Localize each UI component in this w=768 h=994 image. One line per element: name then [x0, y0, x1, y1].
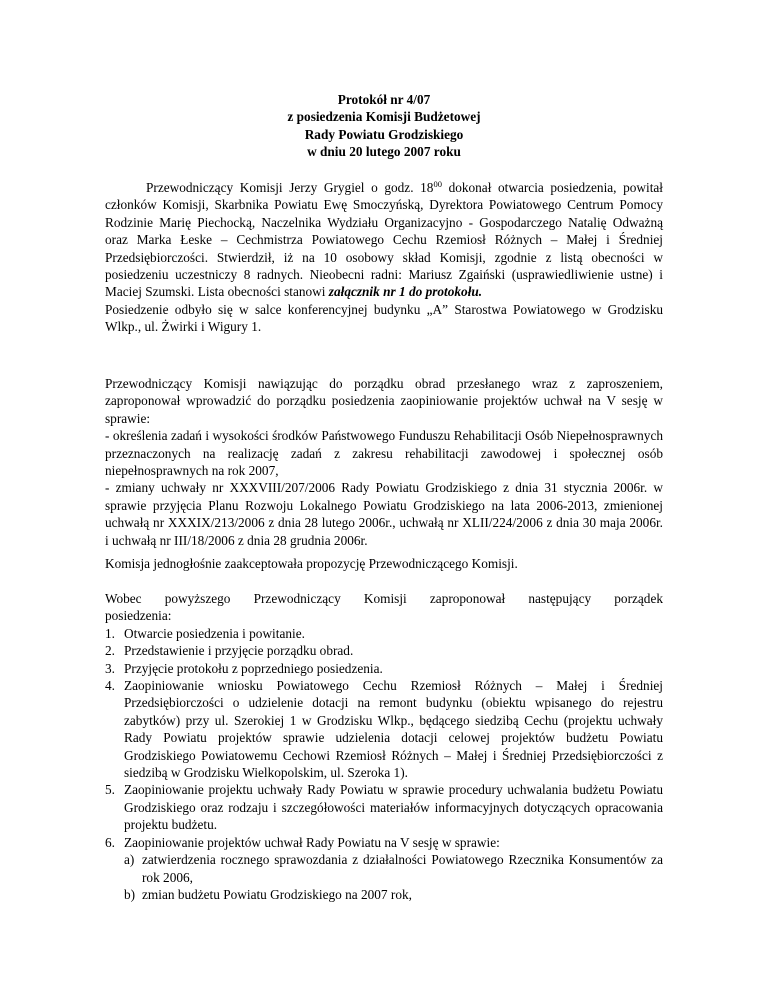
agenda-item	[105, 677, 663, 781]
title-line-1: Protokół nr 4/07	[337, 92, 431, 107]
agenda-item-text: Przedstawienie i przyjęcie porządku obrad.	[124, 643, 354, 659]
agenda-subitem-letter: b)	[124, 886, 136, 902]
agenda-sublist	[124, 851, 663, 903]
title-line-2: z posiedzenia Komisji Budżetowej	[287, 109, 481, 125]
agenda-item-number: 3.	[105, 660, 115, 676]
opening-text-start: Przewodniczący Komisji Jerzy Grygiel o godz. 18	[146, 180, 434, 195]
title-line-4: w dniu 20 lutego 2007 roku	[307, 144, 461, 160]
document-title	[0, 91, 768, 161]
agenda-item-text: Przyjęcie protokołu z poprzedniego posiedzenia.	[124, 660, 383, 676]
title-line-3: Rady Powiatu Grodziskiego	[304, 126, 464, 142]
acceptance-section	[105, 555, 663, 572]
agenda-change-item-1: - określenia zadań i wysokości środków Państwowego Funduszu Rehabilitacji Osób Niepełnosprawnych przeznaczonych na realizację zadań z zakresu rehabilitacji zawodowej i społecznej osób niepełnosprawnych na rok 2007,	[105, 428, 663, 479]
agenda-intro-line-2: posiedzenia:	[105, 608, 172, 624]
agenda-item	[105, 781, 663, 833]
opening-paragraph	[105, 179, 663, 301]
agenda-subitem-text: zmian budżetu Powiatu Grodziskiego na 2007 rok,	[142, 886, 412, 902]
agenda-item-number: 5.	[105, 782, 115, 798]
attachment-reference: załącznik nr 1 do protokołu.	[328, 284, 483, 300]
agenda-item-number: 2.	[105, 643, 115, 659]
agenda-item-text: Zaopiniowanie projektów uchwał Rady Powiatu na V sesję w sprawie:	[124, 834, 500, 850]
agenda-item-text: Otwarcie posiedzenia i powitanie.	[124, 625, 305, 641]
agenda-item-text: Zaopiniowanie wniosku Powiatowego Cechu Rzemiosł Różnych – Małej i Średniej Przedsiębiorczości o udzielenie dotacji na remont budynku (obiektu wpisanego do rejestru zabytków) przy ul. Szerokiej 1 w Grodzisku Wlkp., będącego siedzibą Cechu (projektu uchwały Rady Powiatu projektów sprawie udzielenia dotacji celowej projektów budżetu Powiatu Grodziskiego Powiatowemu Cechowi Rzemiosł Różnych – Małej i Średniej Przedsiębiorczości z siedzibą w Grodzisku Wielkopolskim, ul. Szeroka 1).	[124, 678, 663, 781]
agenda-item	[105, 625, 663, 642]
agenda-change-intro: Przewodniczący Komisji nawiązując do porządku obrad przesłanego wraz z zaproszeniem, zaproponował wprowadzić do porządku posiedzenia zaopiniowanie projektów uchwał na V sesję w sprawie:	[105, 376, 663, 426]
agenda-subitem	[124, 851, 663, 886]
agenda-intro-line-1: Wobec powyższego Przewodniczący Komisji zaproponował następujący porządek	[105, 591, 663, 606]
agenda-item	[105, 642, 663, 659]
agenda-list	[105, 625, 663, 851]
agenda-subitem-text: zatwierdzenia rocznego sprawozdania z działalności Powiatowego Rzecznika Konsumentów za rok 2006,	[142, 852, 663, 885]
time-superscript: 00	[433, 179, 442, 189]
agenda-item-text: Zaopiniowanie projektu uchwały Rady Powiatu w sprawie procedury uchwalania budżetu Powiatu Grodziskiego oraz rodzaju i szczegółowości materiałów informacyjnych dotyczących opracowania projektu budżetu.	[124, 782, 663, 833]
agenda-subitem-letter: a)	[124, 852, 135, 868]
acceptance-paragraph: Komisja jednogłośnie zaakceptowała propozycję Przewodniczącego Komisji.	[105, 556, 518, 571]
opening-section	[105, 179, 663, 336]
venue-paragraph: Posiedzenie odbyło się w salce konferencyjnej budynku „A” Starostwa Powiatowego w Grodzisku Wlkp., ul. Żwirki i Wigury 1.	[105, 301, 663, 335]
agenda-change-section	[105, 375, 663, 549]
agenda-item-number: 1.	[105, 625, 115, 641]
opening-text: dokonał otwarcia posiedzenia, powitał członków Komisji, Skarbnika Powiatu Ewę Smoczyńską, Dyrektora Powiatowego Centrum Pomocy Rodzinie Marię Piechocką, Naczelnika Wydziału Organizacyjno - Gospodarczego Natalię Odważną oraz Marka Łeske – Cechmistrza Powiatowego Cechu Rzemiosł Różnych – Małej i Średniej Przedsiębiorczości. Stwierdził, iż na 10 osobowy skład Komisji, zgodnie z listą obecności w posiedzeniu uczestniczy 8 radnych. Nieobecni radni: Mariusz Zgaiński (usprawiedliwienie ustne) i Maciej Szumski. Lista obecności stanowi	[105, 180, 663, 300]
agenda-subitem	[124, 886, 663, 903]
agenda-item-number: 6.	[105, 834, 115, 850]
agenda-section	[105, 590, 663, 903]
agenda-change-item-2: - zmiany uchwały nr XXXVIII/207/2006 Rady Powiatu Grodziskiego z dnia 31 stycznia 2006r. w sprawie przyjęcia Planu Rozwoju Lokalnego Powiatu Grodziskiego na lata 2006-2013, zmienionej uchwałą nr XXXIX/213/2006 z dnia 28 lutego 2006r., uchwałą nr XLII/224/2006 z dnia 30 maja 2006r. i uchwałą nr III/18/2006 z dnia 28 grudnia 2006r.	[105, 480, 663, 548]
agenda-item	[105, 834, 663, 851]
agenda-item-number: 4.	[105, 678, 115, 694]
agenda-item	[105, 660, 663, 677]
